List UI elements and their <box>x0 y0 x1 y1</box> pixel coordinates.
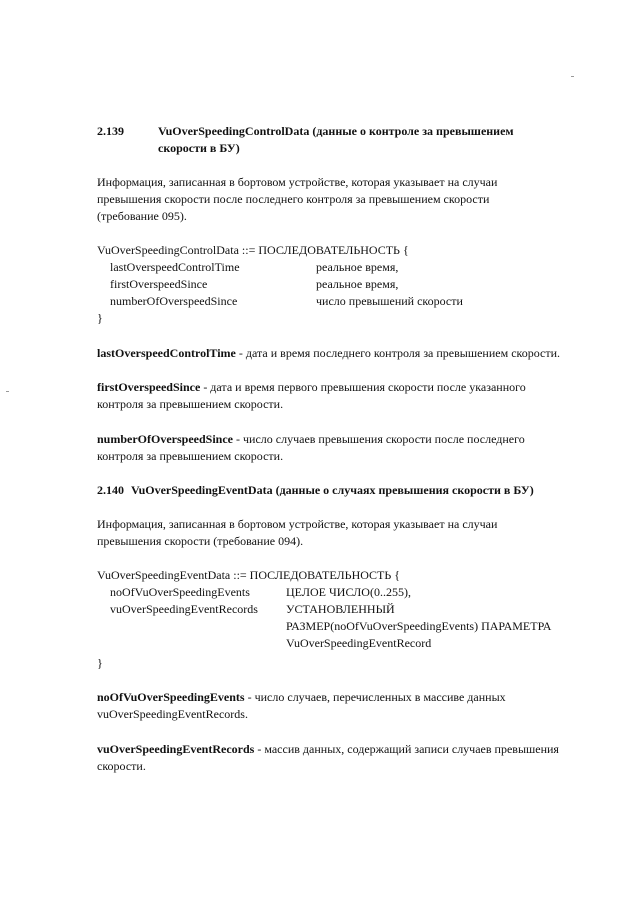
s139-intro-line1: Информация, записанная в бортовом устройстве, которая указывает на случаи <box>97 175 498 189</box>
s140-declaration: VuOverSpeedingEventData ::= ПОСЛЕДОВАТЕЛЬНОСТЬ { <box>97 568 401 582</box>
s140-definition-1-line1 <box>97 688 506 706</box>
definition-term: vuOverSpeedingEventRecords <box>97 742 255 756</box>
definition-text: - дата и время последнего контроля за превышением скорости. <box>235 346 561 360</box>
s139-definition-2-line2: контроля за превышением скорости. <box>97 397 284 411</box>
s140-definition-1-line2: vuOverSpeedingEventRecords. <box>97 707 248 721</box>
scan-mark <box>571 76 574 77</box>
definition-text: - число случаев превышения скорости после последнего <box>233 432 525 446</box>
s140-closing-brace: } <box>97 656 103 670</box>
definition-text: - массив данных, содержащий записи случаев превышения <box>254 742 559 756</box>
s139-field-type: число превышений скорости <box>316 294 463 308</box>
s139-closing-brace: } <box>97 311 103 325</box>
s140-field-type-line1: УСТАНОВЛЕННЫЙ <box>286 602 395 616</box>
s140-field-type-line3: VuOverSpeedingEventRecord <box>286 636 432 650</box>
s140-intro-line2: превышения скорости (требование 094). <box>97 534 304 548</box>
section-2-139-title-line1: VuOverSpeedingControlData (данные о контроле за превышением <box>158 124 514 138</box>
s139-declaration: VuOverSpeedingControlData ::= ПОСЛЕДОВАТЕЛЬНОСТЬ { <box>97 243 409 257</box>
s140-definition-2-line2: скорости. <box>97 759 146 773</box>
s140-field-name: noOfVuOverSpeedingEvents <box>110 585 250 599</box>
s139-field-name: lastOverspeedControlTime <box>110 260 240 274</box>
definition-term: noOfVuOverSpeedingEvents <box>97 690 245 704</box>
s140-field-name: vuOverSpeedingEventRecords <box>110 602 258 616</box>
scan-mark <box>6 391 9 392</box>
s139-intro-line2: превышения скорости после последнего контроля за превышением скорости <box>97 192 490 206</box>
section-2-139-title-line2: скорости в БУ) <box>158 141 240 155</box>
s140-definition-2-line1 <box>97 740 559 758</box>
s139-field-type: реальное время, <box>316 260 399 274</box>
s139-definition-2-line1 <box>97 378 526 396</box>
definition-term: firstOverspeedSince <box>97 380 201 394</box>
section-2-140-title: VuOverSpeedingEventData (данные о случаях превышения скорости в БУ) <box>131 483 534 497</box>
s139-definition-3-line2: контроля за превышением скорости. <box>97 449 284 463</box>
s139-intro-line3: (требование 095). <box>97 209 187 223</box>
s140-field-type-line2: РАЗМЕР(noOfVuOverSpeedingEvents) ПАРАМЕТРА <box>286 619 552 633</box>
section-2-140-number: 2.140 <box>97 483 124 497</box>
s140-intro-line1: Информация, записанная в бортовом устройстве, которая указывает на случаи <box>97 517 498 531</box>
s139-definition-1 <box>97 344 560 362</box>
definition-text: - дата и время первого превышения скорости после указанного <box>200 380 526 394</box>
definition-term: lastOverspeedControlTime <box>97 346 236 360</box>
s139-field-name: numberOfOverspeedSince <box>110 294 238 308</box>
definition-text: - число случаев, перечисленных в массиве данных <box>244 690 506 704</box>
s139-field-name: firstOverspeedSince <box>110 277 208 291</box>
s139-definition-3-line1 <box>97 430 525 448</box>
s140-field-type: ЦЕЛОЕ ЧИСЛО(0..255), <box>286 585 411 599</box>
s139-field-type: реальное время, <box>316 277 399 291</box>
definition-term: numberOfOverspeedSince <box>97 432 233 446</box>
section-2-139-number: 2.139 <box>97 124 124 138</box>
